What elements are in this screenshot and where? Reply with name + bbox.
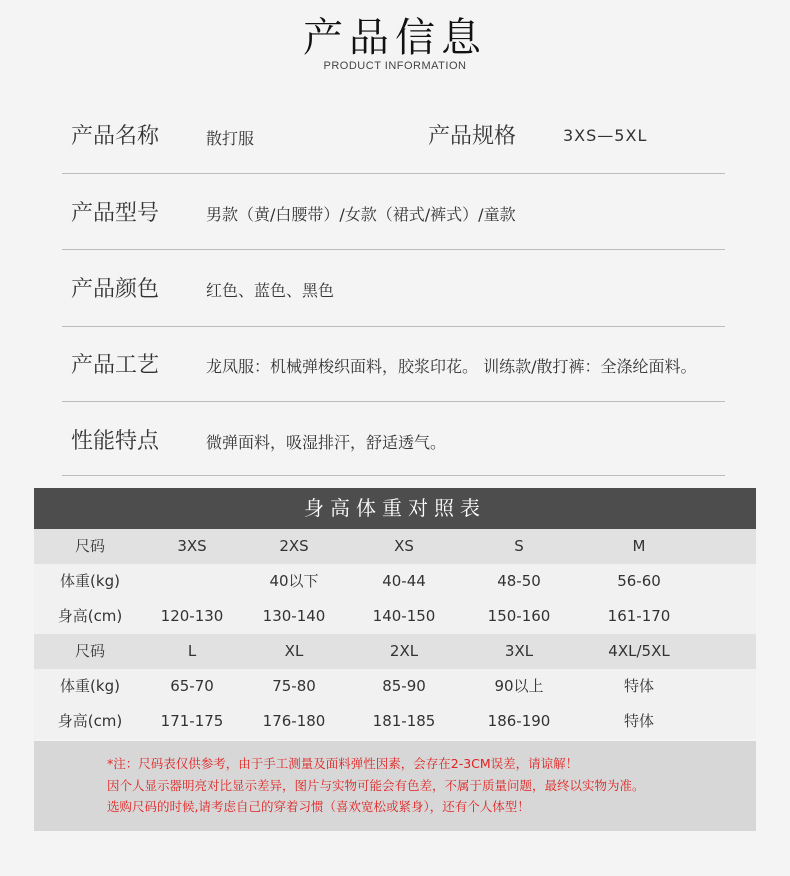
page-subtitle: PRODUCT INFORMATION <box>323 60 467 72</box>
size-cell: L <box>187 642 197 660</box>
size-notes <box>34 741 756 831</box>
size-table-row <box>34 704 756 739</box>
size-table <box>34 529 756 739</box>
size-cell: 40以下 <box>269 572 319 590</box>
feature-value: 微弹面料，吸湿排汗，舒适透气。 <box>206 433 447 452</box>
info-row-name <box>62 97 725 174</box>
size-cell: 2XS <box>279 537 309 555</box>
info-row-craft <box>62 326 725 402</box>
size-cell: 特体 <box>623 712 655 730</box>
size-row-header: 尺码 <box>74 642 106 660</box>
size-cell: 2XL <box>389 642 419 660</box>
size-cell: 48-50 <box>497 572 541 590</box>
info-row-feature <box>62 401 725 476</box>
size-chart <box>34 488 756 831</box>
info-row-model <box>62 173 725 250</box>
note-line: 选购尺码的时候,请考虑自己的穿着习惯（喜欢宽松或紧身），还有个人体型！ <box>107 799 530 814</box>
size-table-row <box>34 634 756 669</box>
size-cell: 56-60 <box>617 572 661 590</box>
size-row-header: 体重(kg) <box>60 677 120 695</box>
model-label: 产品型号 <box>71 201 160 226</box>
feature-label: 性能特点 <box>71 429 160 454</box>
spec-value: 3XS—5XL <box>563 126 648 145</box>
size-cell: 181-185 <box>372 712 436 730</box>
size-cell: 4XL/5XL <box>608 642 670 660</box>
size-cell: 3XL <box>504 642 534 660</box>
size-row-header: 体重(kg) <box>60 572 120 590</box>
size-table-row <box>34 529 756 564</box>
size-cell: 150-160 <box>487 607 551 625</box>
size-cell: 161-170 <box>607 607 671 625</box>
page-title: 产品信息 <box>303 15 487 61</box>
size-table-row <box>34 669 756 704</box>
size-cell: 65-70 <box>170 677 214 695</box>
size-row-header: 身高(cm) <box>57 712 123 730</box>
size-cell: 176-180 <box>262 712 326 730</box>
note-line: 因个人显示器明亮对比显示差异，图片与实物可能会有色差，不属于质量问题，最终以实物为准。 <box>107 778 645 793</box>
size-cell: 40-44 <box>382 572 426 590</box>
size-cell: XS <box>394 537 414 555</box>
size-cell: XL <box>284 642 304 660</box>
size-table-row <box>34 564 756 599</box>
note-line: *注：尺码表仅供参考，由于手工测量及面料弹性因素，会存在2-3CM误差，请谅解！ <box>107 756 579 771</box>
size-cell: 90以上 <box>494 677 544 695</box>
size-cell: 75-80 <box>272 677 316 695</box>
size-cell: 85-90 <box>382 677 426 695</box>
color-label: 产品颜色 <box>71 277 160 302</box>
size-cell: M <box>632 537 646 555</box>
size-cell: 3XS <box>177 537 207 555</box>
size-cell: 130-140 <box>262 607 326 625</box>
model-value: 男款（黄/白腰带）/女款（裙式/裤式）/童款 <box>206 205 516 224</box>
size-chart-title: 身高体重对照表 <box>34 488 756 529</box>
size-cell: 186-190 <box>487 712 551 730</box>
size-cell: 171-175 <box>160 712 224 730</box>
craft-value: 龙凤服：机械弹梭织面料，胶浆印花。 训练款/散打裤：全涤纶面料。 <box>206 357 697 376</box>
craft-label: 产品工艺 <box>71 353 160 378</box>
size-cell: 特体 <box>623 677 655 695</box>
spec-label: 产品规格 <box>428 124 517 149</box>
size-row-header: 身高(cm) <box>57 607 123 625</box>
info-row-color <box>62 249 725 327</box>
size-cell: 120-130 <box>160 607 224 625</box>
size-cell: S <box>514 537 524 555</box>
name-label: 产品名称 <box>71 124 160 149</box>
color-value: 红色、蓝色、黑色 <box>206 281 335 300</box>
name-value: 散打服 <box>206 129 255 148</box>
size-table-row <box>34 599 756 634</box>
size-row-header: 尺码 <box>74 537 106 555</box>
size-cell: 140-150 <box>372 607 436 625</box>
